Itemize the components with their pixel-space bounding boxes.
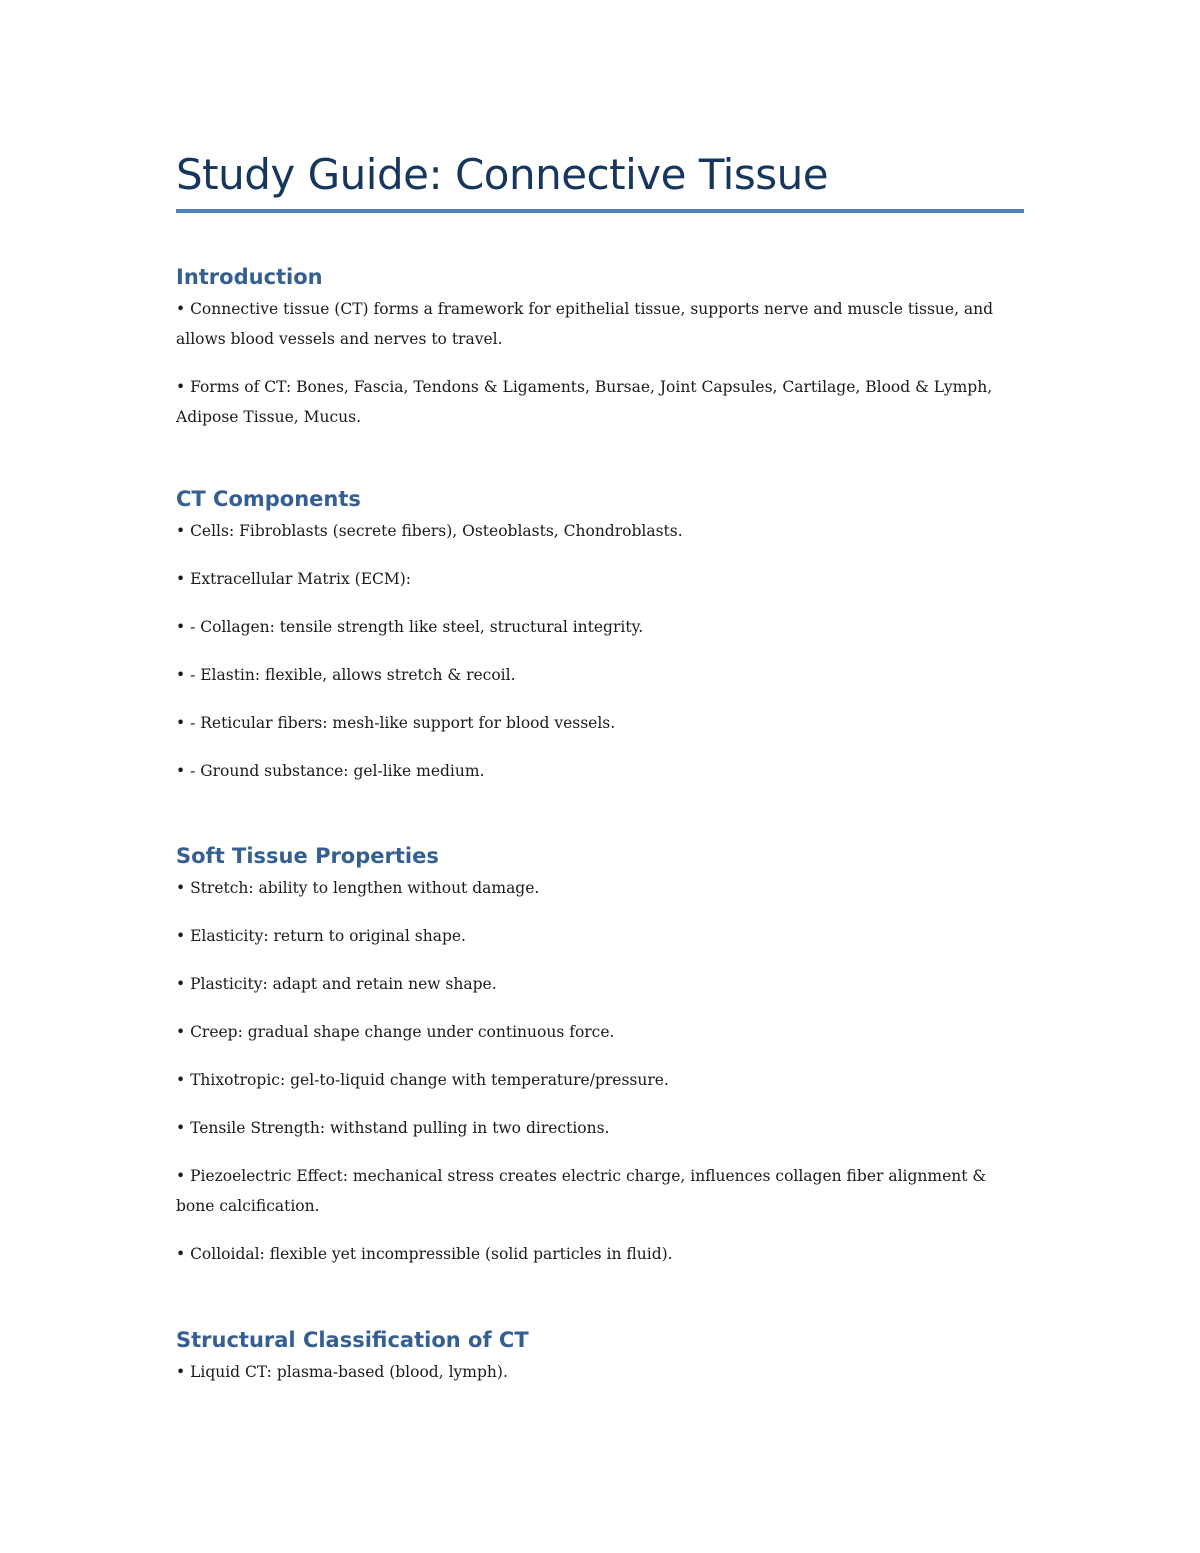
bullet-item: • - Elastin: flexible, allows stretch & recoil.: [176, 666, 516, 684]
section-heading: Soft Tissue Properties: [176, 844, 439, 868]
bullet-item: • Thixotropic: gel-to-liquid change with temperature/pressure.: [176, 1071, 669, 1089]
bullet-item: • Liquid CT: plasma-based (blood, lymph).: [176, 1363, 508, 1381]
section-ct-components: [176, 484, 1024, 786]
bullet-item: • Cells: Fibroblasts (secrete fibers), Osteoblasts, Chondroblasts.: [176, 522, 683, 540]
bullet-item: • - Reticular fibers: mesh-like support for blood vessels.: [176, 714, 616, 732]
bullet-item: • Colloidal: flexible yet incompressible (solid particles in fluid).: [176, 1245, 673, 1263]
section-introduction: [176, 262, 1024, 432]
section-heading: CT Components: [176, 487, 361, 511]
bullet-item: • Tensile Strength: withstand pulling in two directions.: [176, 1119, 610, 1137]
section-structural-classification: [176, 1325, 1024, 1387]
bullet-item: • Forms of CT: Bones, Fascia, Tendons & Ligaments, Bursae, Joint Capsules, Cartilage, Blood & Lymph, Adipose Tissue, Mucus.: [176, 378, 993, 426]
bullet-item: • Creep: gradual shape change under continuous force.: [176, 1023, 615, 1041]
bullet-item: • Plasticity: adapt and retain new shape.: [176, 975, 497, 993]
bullet-item: • - Ground substance: gel-like medium.: [176, 762, 485, 780]
document-page: [176, 0, 1024, 1553]
title-underline: [176, 209, 1024, 213]
document-title: Study Guide: Connective Tissue: [176, 150, 829, 199]
section-soft-tissue-properties: [176, 841, 1024, 1269]
bullet-item: • Connective tissue (CT) forms a framework for epithelial tissue, supports nerve and muscle tissue, and allows blood vessels and nerves to travel.: [176, 300, 994, 348]
section-heading: Introduction: [176, 265, 323, 289]
bullet-item: • - Collagen: tensile strength like steel, structural integrity.: [176, 618, 644, 636]
bullet-item: • Elasticity: return to original shape.: [176, 927, 466, 945]
section-heading: Structural Classification of CT: [176, 1328, 529, 1352]
bullet-item: • Stretch: ability to lengthen without damage.: [176, 879, 540, 897]
bullet-item: • Piezoelectric Effect: mechanical stress creates electric charge, influences collagen fiber alignment & bone calcification.: [176, 1167, 987, 1215]
bullet-item: • Extracellular Matrix (ECM):: [176, 570, 412, 588]
